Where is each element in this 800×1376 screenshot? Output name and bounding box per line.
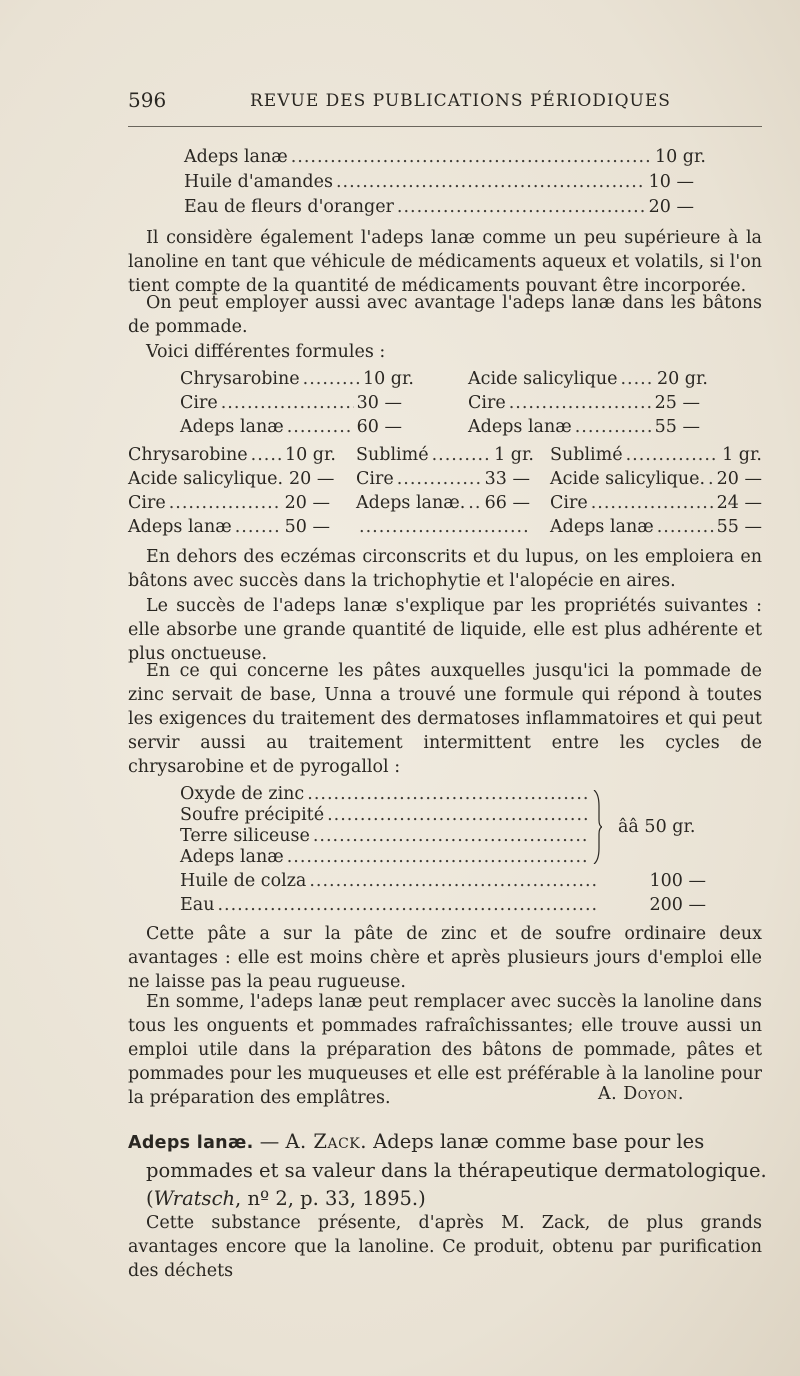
- paragraph: On peut employer aussi avec avantage l'adeps lanæ dans les bâtons de pommade.: [128, 292, 762, 337]
- formula-line: Eau de fleurs d'oranger ..... 20 —: [184, 195, 694, 219]
- formula-line: Oxyde de zinc .....: [180, 782, 590, 806]
- formula-line: Soufre précipité .....: [180, 803, 590, 827]
- formula-line: Adeps lanæ. ..... 66 —: [356, 491, 530, 515]
- formula-line: Chrysarobine ..... 10 gr.: [128, 443, 336, 467]
- formula-line: Acide salicylique. 20 —: [128, 469, 335, 489]
- paragraph: En somme, l'adeps lanæ peut remplacer avec succès la lanoline dans tous les onguents et pommades rafraîchissantes; elle trouve aussi un emploi utile dans la préparation des bâtons de pommade, pâtes et pommades pour les muqueuses et elle est préférable à la lanoline pour la préparation des emplâtres.: [128, 991, 762, 1109]
- formula-line: Sublimé ..... 1 gr.: [356, 443, 534, 467]
- formula-line: Huile d'amandes ..... 10 —: [184, 170, 694, 194]
- article-title: Adeps lanæ comme base pour les pommades et sa valeur dans la thérapeutique dermatologique. (: [146, 1129, 767, 1210]
- paragraph: Cette substance présente, d'après M. Zack, de plus grands avantages encore que la lanoline. Ce produit, obtenu par purification des déchets: [128, 1212, 762, 1281]
- formula-line: Cire ..... 24 —: [550, 491, 762, 515]
- brace-mark: [592, 790, 602, 864]
- header-title: REVUE DES PUBLICATIONS PÉRIODIQUES: [250, 91, 671, 111]
- formula-line: Adeps lanæ ..... 55 —: [468, 415, 700, 439]
- article-heading: Adeps lanæ. — A. Zack. Adeps lanæ comme base pour les pommades et sa valeur dans la thérapeutique dermatologique. (Wratsch, nº 2, p. 33, 1895.): [128, 1129, 767, 1210]
- paragraph: En dehors des eczémas circonscrits et du lupus, on les emploiera en bâtons avec succès dans la trichophytie et l'alopécie en aires.: [128, 546, 762, 591]
- formula-line: Adeps lanæ .....: [180, 845, 590, 869]
- page-number: 596: [128, 88, 167, 112]
- paragraph: Il considère également l'adeps lanæ comme un peu supérieure à la lanoline en tant que véhicule de médicaments aqueux et volatils, si l'on tient compte de la quantité de médicaments pouvant être incorporée.: [128, 227, 762, 296]
- formula-line: Cire ..... 30 —: [180, 391, 402, 415]
- formula-line: Acide salicylique ..... 20 gr.: [468, 367, 708, 391]
- formula-line: Cire ..... 33 —: [356, 467, 530, 491]
- formula-line: [356, 515, 530, 539]
- formula-line: Cire ..... 20 —: [128, 491, 330, 515]
- formula-line: Cire ..... 25 —: [468, 391, 700, 415]
- formula-line: Adeps lanæ ..... 50 —: [128, 515, 330, 539]
- formula-line: Terre siliceuse .....: [180, 824, 590, 848]
- journal-name: Wratsch: [153, 1186, 236, 1210]
- formula-line: Adeps lanæ ..... 10 gr.: [184, 145, 706, 169]
- paragraph: Cette pâte a sur la pâte de zinc et de soufre ordinaire deux avantages : elle est moins chère et après plusieurs jours d'emploi elle ne laisse pas la peau rugueuse.: [128, 923, 762, 992]
- signature: A. Doyon.: [598, 1084, 684, 1104]
- formula-line: Chrysarobine ..... 10 gr.: [180, 367, 414, 391]
- brace-quantity: ââ 50 gr.: [618, 817, 696, 837]
- formula-line: Acide salicylique. ..... 20 —: [550, 467, 762, 491]
- running-header: [128, 88, 762, 112]
- article-subject: Adeps lanæ.: [128, 1132, 254, 1153]
- formula-line: Adeps lanæ ..... 60 —: [180, 415, 402, 439]
- formula-line: Sublimé ..... 1 gr.: [550, 443, 762, 467]
- formula-line: Eau ..... 200 —: [180, 893, 706, 917]
- formula-line: Huile de colza ..... 100 —: [180, 869, 706, 893]
- journal-reference: , nº 2, p. 33, 1895.): [235, 1186, 426, 1210]
- paragraph: Le succès de l'adeps lanæ s'explique par les propriétés suivantes : elle absorbe une grande quantité de liquide, elle est plus adhérente et plus onctueuse.: [128, 595, 762, 664]
- header-rule: [128, 126, 762, 127]
- formula-line: Adeps lanæ ..... 55 —: [550, 515, 762, 539]
- paragraph: Voici différentes formules :: [146, 341, 386, 362]
- paragraph: En ce qui concerne les pâtes auxquelles jusqu'ici la pommade de zinc servait de base, Unna a trouvé une formule qui répond à toutes les exigences du traitement des dermatoses inflammatoires et qui peut servir aussi au traitement intermittent entre les cycles de chrysarobine et de pyrogallol :: [128, 660, 762, 778]
- article-author: A. Zack.: [285, 1129, 367, 1153]
